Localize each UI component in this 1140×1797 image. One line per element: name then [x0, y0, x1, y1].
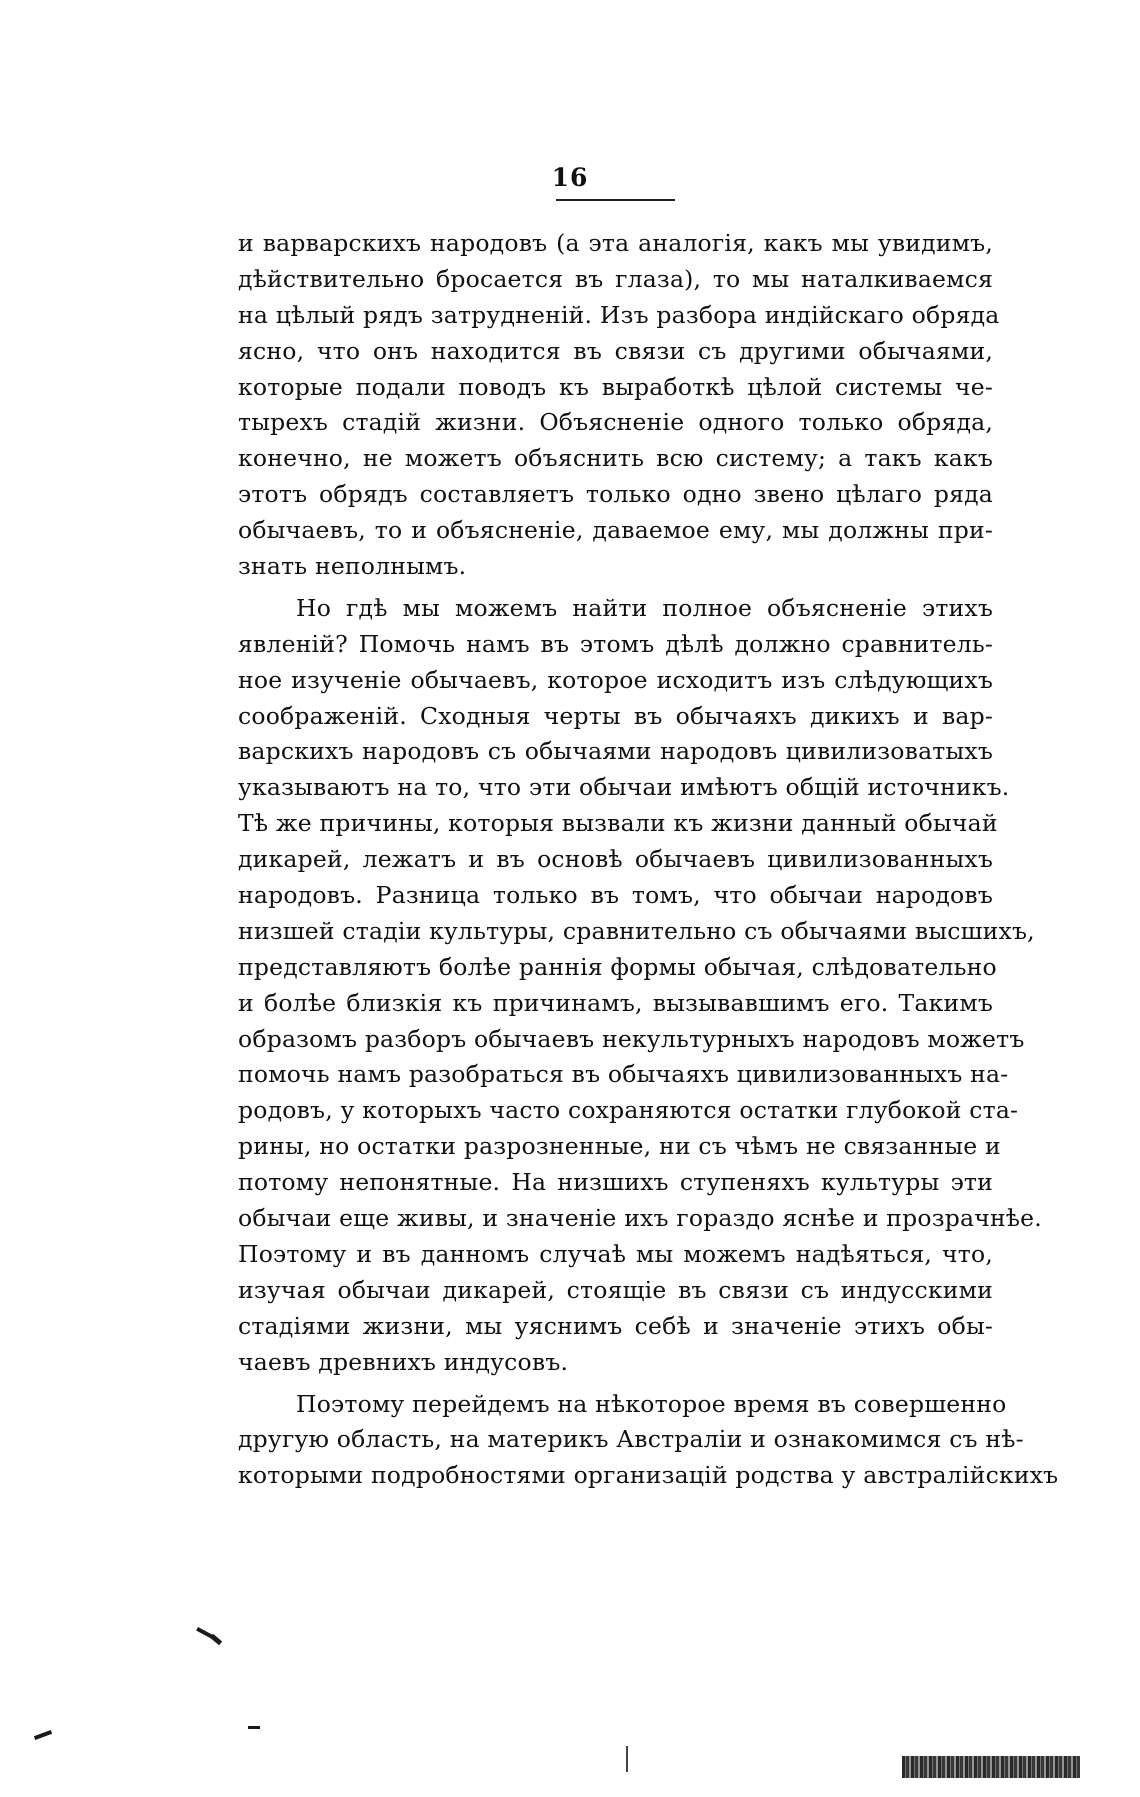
text-line: и варварскихъ народовъ (а эта аналогія, какъ мы увидимъ, — [238, 229, 993, 257]
text-line: другую область, на материкъ Австраліи и ознакомимся съ нѣ- — [238, 1425, 1024, 1454]
text-line: и болѣе близкія къ причинамъ, вызывавшимъ его. Такимъ — [238, 988, 993, 1017]
text-line: дѣйствительно бросается въ глаза), то мы наталкиваемся — [238, 264, 993, 293]
text-line: соображеній. Сходныя черты въ обычаяхъ дикихъ и вар- — [238, 701, 993, 730]
text-line: на цѣлый рядъ затрудненій. Изъ разбора индійскаго обряда — [238, 300, 1000, 329]
text-line: которыми подробностями организацій родства у австралійскихъ — [238, 1461, 1059, 1490]
text-line: потому непонятные. На низшихъ ступеняхъ культуры эти — [238, 1168, 993, 1197]
body-text — [238, 226, 1059, 1494]
header-rule — [556, 199, 675, 201]
scan-mark — [210, 1634, 222, 1646]
text-line: знать неполнымъ. — [238, 552, 467, 581]
paragraph-2 — [238, 591, 1042, 1381]
text-line: родовъ, у которыхъ часто сохраняются остатки глубокой ста- — [238, 1096, 1019, 1125]
paragraph-3 — [238, 1387, 1059, 1495]
text-line: Поэтому и въ данномъ случаѣ мы можемъ надѣяться, что, — [238, 1239, 993, 1268]
text-line: Но гдѣ мы можемъ найти полное объясненіе этихъ — [296, 593, 993, 622]
text-line: народовъ. Разница только въ томъ, что обычаи народовъ — [238, 881, 993, 910]
page-number: 16 — [551, 163, 589, 192]
scan-mark — [248, 1726, 260, 1729]
text-line: образомъ разборъ обычаевъ некультурныхъ народовъ можетъ — [238, 1024, 1025, 1053]
paragraph-1 — [238, 226, 1000, 585]
scan-mark — [626, 1746, 628, 1772]
scan-mark — [34, 1730, 52, 1740]
text-line: низшей стадіи культуры, сравнительно съ обычаями высшихъ, — [238, 916, 1035, 945]
text-line: ясно, что онъ находится въ связи съ другими обычаями, — [238, 336, 993, 365]
text-line: тырехъ стадій жизни. Объясненіе одного только обряда, — [238, 408, 993, 437]
text-line: ное изученіе обычаевъ, которое исходитъ изъ слѣдующихъ — [238, 665, 993, 694]
text-line: рины, но остатки разрозненные, ни съ чѣмъ не связанные и — [238, 1132, 1001, 1161]
text-line: обычаи еще живы, и значеніе ихъ гораздо яснѣе и прозрачнѣе. — [238, 1204, 1042, 1233]
scan-barcode — [902, 1756, 1080, 1778]
text-line: изучая обычаи дикарей, стоящіе въ связи съ индусскими — [238, 1275, 993, 1304]
text-line: явленій? Помочь намъ въ этомъ дѣлѣ должно сравнитель- — [238, 629, 993, 658]
text-line: дикарей, лежатъ и въ основѣ обычаевъ цивилизованныхъ — [238, 845, 993, 874]
text-line: конечно, не можетъ объяснить всю систему; а такъ какъ — [238, 444, 993, 473]
text-line: Поэтому перейдемъ на нѣкоторое время въ совершенно — [296, 1389, 1007, 1418]
text-line: этотъ обрядъ составляетъ только одно звено цѣлаго ряда — [238, 480, 993, 509]
text-line: указываютъ на то, что эти обычаи имѣютъ общій источникъ. — [238, 773, 1010, 802]
text-line: представляютъ болѣе раннія формы обычая, слѣдовательно — [238, 952, 997, 981]
text-line: чаевъ древнихъ индусовъ. — [238, 1347, 569, 1376]
text-line: стадіями жизни, мы уяснимъ себѣ и значеніе этихъ обы- — [238, 1311, 993, 1340]
text-line: которые подали поводъ къ выработкѣ цѣлой системы че- — [238, 372, 993, 401]
text-line: помочь намъ разобраться въ обычаяхъ цивилизованныхъ на- — [238, 1060, 1009, 1089]
text-line: Тѣ же причины, которыя вызвали къ жизни данный обычай — [238, 809, 998, 838]
text-line: обычаевъ, то и объясненіе, даваемое ему, мы должны при- — [238, 516, 993, 545]
text-line: варскихъ народовъ съ обычаями народовъ цивилизоватыхъ — [238, 737, 993, 766]
